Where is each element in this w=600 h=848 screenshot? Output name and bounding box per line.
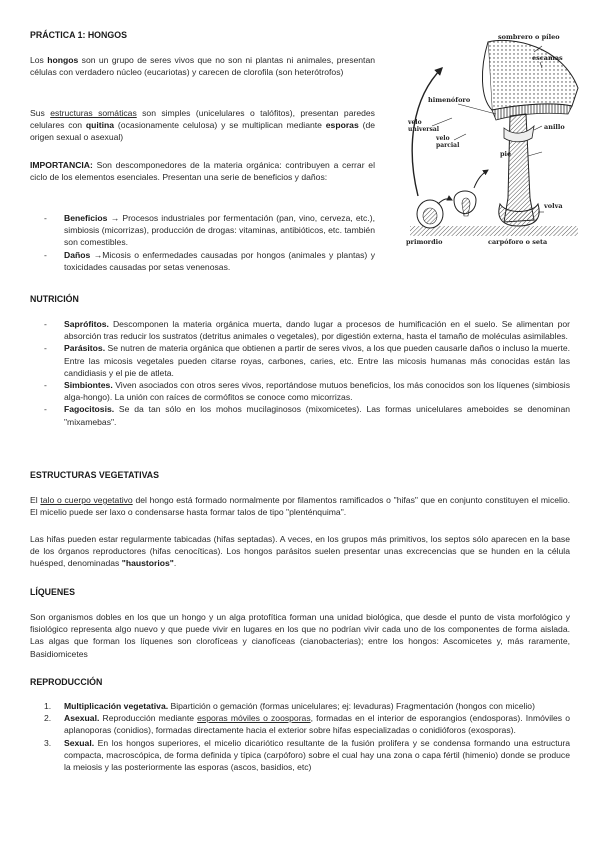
estructuras-paragraph-1: El talo o cuerpo vegetativo del hongo está formado normalmente por filamentos ramificados o "hifas" que en conjunto constituyen el micelio. El micelio puede ser laxo o condensarse hasta formar talos de tipo "plenténquima".	[30, 495, 571, 518]
estructuras-heading: ESTRUCTURAS VEGETATIVAS	[30, 470, 160, 480]
label-sombrero: sombrero o píleo	[498, 33, 560, 41]
intro-paragraph-2: Sus estructuras somáticas son simples (unicelulares o talófitos), presentan paredes celulares con quitina (ocasionamente celulosa) y se multiplican mediante esporas (de origen sexual o asexual)	[30, 108, 376, 143]
liquenes-heading: LÍQUENES	[30, 587, 75, 597]
liquenes-paragraph: Son organismos dobles en los que un hongo y un alga protofítica forman una unidad biológica, que desde el punto de vista morfológico y fisiológico representa algo nuevo y que puede vivir en lugares en los que no podrían vivir cada uno de los componentes de forma aislada. Las algas que forman los líquenes son clorofíceas y cianofíceas (cianobacterias); entre los hongos: Ascomicetes y, más raramente, Basidiomicetes	[30, 612, 570, 659]
label-velo-universal: velo universal	[408, 119, 440, 133]
label-volva: volva	[544, 202, 563, 210]
reproduccion-heading: REPRODUCCIÓN	[30, 677, 103, 687]
list-item: - Simbiontes. Viven asociados con otros seres vivos, reportándose mutuos beneficios, los más conocidos son los líquenes (simbiosis alga-hongo). La unión con raíces de cormófitos se conoce como micorrizas.	[30, 379, 570, 403]
estructuras-paragraph-2: Las hifas pueden estar regularmente tabicadas (hifas septadas). A veces, en los grupos más primitivos, los septos sólo aparecen en la base de los órganos reproductores (hifas cenocíticas). Los hongos parásitos suelen presentar unas excrecencias que se hunden en la célula huésped, denominadas "haustorios".	[30, 534, 570, 569]
intro-paragraph-1: Los hongos son un grupo de seres vivos que no son ni plantas ni animales, presentan células con verdadero núcleo (eucariotas) y carecen de clorofila (son heterótrofos)	[30, 55, 375, 78]
list-item: 3. Sexual. En los hongos superiores, el micelio dicariótico resultante de la fusión prolifera y se condensa formando una estructura compacta, macroscópica, de forma definida y típica (carpóforo) sobre el cual hay una zona o capa fértil (himenio) donde se produce la meiosis y las posteriormente las esporas (ascos, basidios, etc)	[44, 737, 570, 773]
label-velo-parcial: velo parcial	[436, 135, 460, 149]
label-himenoforo: himenóforo	[428, 96, 471, 104]
reproduccion-list	[30, 700, 570, 773]
label-primordio: primordio	[406, 238, 443, 246]
page-title: PRÁCTICA 1: HONGOS	[30, 30, 127, 40]
label-pie: pie	[500, 150, 512, 158]
list-item: - Daños →Micosis o enfermedades causadas por hongos (animales y plantas) y toxicidades causadas por setas venenosas.	[30, 249, 375, 273]
label-anillo: anillo	[544, 123, 565, 131]
list-item: - Fagocitosis. Se da tan sólo en los mohos mucilaginosos (mixomicetes). Las formas unicelulares ameboides se denominan "mixamebas".	[30, 403, 570, 427]
label-carpoforo: carpóforo o seta	[488, 238, 548, 246]
list-item: - Parásitos. Se nutren de materia orgánica que obtienen a partir de seres vivos, a los que pueden causarle daños o incluso la muerte. Entre las micosis vegetales pueden citarse royas, carbones, caries, etc. Entre las micosis humanas más conocidas están las candidiasis y el pie de atleta.	[30, 342, 570, 379]
importance-list	[30, 212, 375, 273]
label-escamas: escamas	[532, 54, 563, 62]
importance-paragraph: IMPORTANCIA: Son descomponedores de la materia orgánica: contribuyen a cerrar el ciclo de los elementos esenciales. Presentan una serie de beneficios y daños:	[30, 160, 375, 183]
list-item: - Saprófitos. Descomponen la materia orgánica muerta, dando lugar a procesos de humificación en el suelo. Se alimentan por absorción tras reducir los sustratos (detritus animales o vegetales), por digestión externa, hasta el tamaño de moléculas asimilables.	[30, 318, 570, 342]
nutricion-list	[30, 318, 570, 428]
list-item: - Beneficios → Procesos industriales por fermentación (pan, vino, cerveza, etc.), simbiosis (micorrizas), producción de drogas: vitaminas, antibióticos, etc. también son comestibles.	[30, 212, 375, 249]
list-item: 2. Asexual. Reproducción mediante esporas móviles o zoosporas, formadas en el interior de esporangios (endosporas). Inmóviles o aplanoporas (conidios), formadas directamente hacia el exterior sobre hifas especializadas o conidióforos (exosporas).	[44, 713, 570, 736]
list-item: 1. Multiplicación vegetativa. Bipartición o gemación (formas unicelulares; ej: levaduras) Fragmentación (hongos con micelio)	[44, 701, 535, 711]
mushroom-diagram	[392, 28, 582, 250]
nutricion-heading: NUTRICIÓN	[30, 294, 79, 304]
